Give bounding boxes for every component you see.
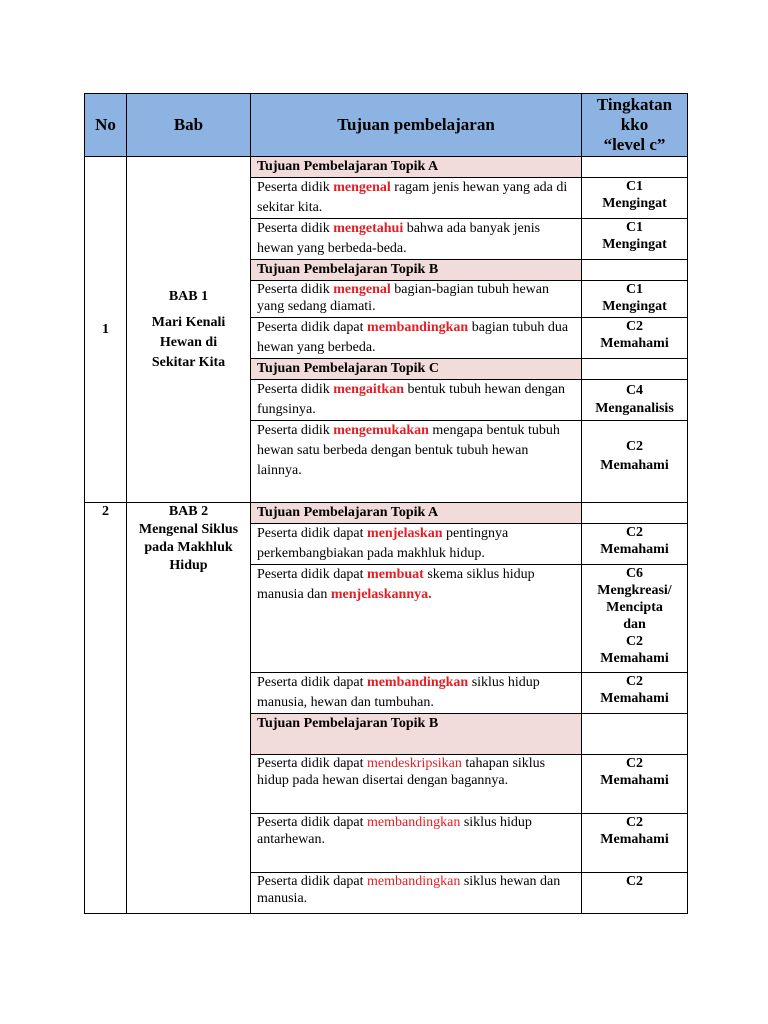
table-row <box>85 157 688 178</box>
objective-text: Peserta didik mengenal ragam jenis hewan yang ada di sekitar kita. <box>251 178 582 219</box>
table-row <box>85 503 688 524</box>
row-number: 2 <box>85 503 127 914</box>
topic-heading: Tujuan Pembelajaran Topik A <box>251 503 582 524</box>
header-no: No <box>85 94 127 157</box>
objective-text: Peserta didik mengenal bagian-bagian tubuh hewan yang sedang diamati. <box>251 281 582 318</box>
chapter-cell: BAB 2 Mengenal Siklus pada Makhluk Hidup <box>127 503 251 914</box>
objective-text: Peserta didik dapat membandingkan siklus hidup antarhewan. <box>251 814 582 873</box>
objective-text: Peserta didik mengemukakan mengapa bentuk tubuh hewan satu berbeda dengan bentuk tubuh hewan lainnya. <box>251 421 582 503</box>
topic-heading: Tujuan Pembelajaran Topik C <box>251 359 582 380</box>
level-cell: C2 Memahami <box>582 755 688 814</box>
level-cell: C2 Memahami <box>582 421 688 503</box>
level-cell: C4 Menganalisis <box>582 380 688 421</box>
header-tingkatan: Tingkatan kko “level c” <box>582 94 688 157</box>
level-cell: C1 Mengingat <box>582 219 688 260</box>
header-bab: Bab <box>127 94 251 157</box>
level-cell: C1 Mengingat <box>582 178 688 219</box>
topic-heading: Tujuan Pembelajaran Topik B <box>251 714 582 755</box>
header-tujuan: Tujuan pembelajaran <box>251 94 582 157</box>
objective-text: Peserta didik dapat mendeskripsikan tahapan siklus hidup pada hewan disertai dengan bagannya. <box>251 755 582 814</box>
objective-text: Peserta didik mengaitkan bentuk tubuh hewan dengan fungsinya. <box>251 380 582 421</box>
header-row <box>85 94 688 157</box>
topic-heading: Tujuan Pembelajaran Topik B <box>251 260 582 281</box>
objective-text: Peserta didik dapat membandingkan siklus hewan dan manusia. <box>251 873 582 914</box>
level-cell: C2 <box>582 873 688 914</box>
objective-text: Peserta didik mengetahui bahwa ada banyak jenis hewan yang berbeda-beda. <box>251 219 582 260</box>
row-number: 1 <box>85 157 127 503</box>
objective-text: Peserta didik dapat membuat skema siklus hidup manusia dan menjelaskannya. <box>251 565 582 673</box>
level-cell: C1 Mengingat <box>582 281 688 318</box>
chapter-cell: BAB 1 Mari Kenali Hewan di Sekitar Kita <box>127 157 251 503</box>
level-cell: C2 Memahami <box>582 814 688 873</box>
level-cell: C2 Memahami <box>582 318 688 359</box>
topic-heading: Tujuan Pembelajaran Topik A <box>251 157 582 178</box>
objective-text: Peserta didik dapat membandingkan siklus hidup manusia, hewan dan tumbuhan. <box>251 673 582 714</box>
objective-text: Peserta didik dapat membandingkan bagian tubuh dua hewan yang berbeda. <box>251 318 582 359</box>
objective-text: Peserta didik dapat menjelaskan pentingnya perkembangbiakan pada makhluk hidup. <box>251 524 582 565</box>
level-cell: C2 Memahami <box>582 673 688 714</box>
learning-objectives-table <box>84 93 688 914</box>
level-cell: C6 Mengkreasi/ Mencipta dan C2 Memahami <box>582 565 688 673</box>
level-cell: C2 Memahami <box>582 524 688 565</box>
